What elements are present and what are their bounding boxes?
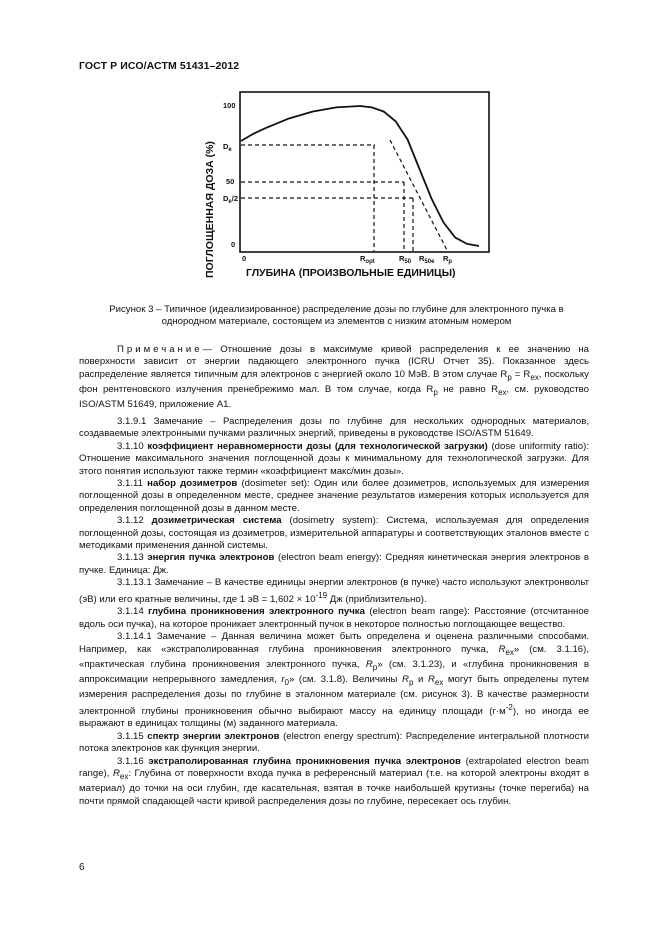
clause-text: : Распределение интегральной плотности потока электронов как функция энергии.: [79, 730, 590, 755]
clause-term: энергия пучка электронов: [147, 552, 275, 564]
clause-term-en: (electron beam energy): [277, 552, 380, 564]
x-axis-label: ГЛУБИНА (ПРОИЗВОЛЬНЫЕ ЕДИНИЦЫ): [246, 267, 456, 279]
y-axis-label: ПОГЛОЩЕННАЯ ДОЗА (%): [204, 141, 216, 278]
symbol: R: [365, 658, 373, 670]
clause-3-1-13: [79, 552, 589, 577]
note-sub: ex: [530, 372, 539, 382]
note-sub: p: [433, 388, 438, 398]
clause-term: дозиметрическая система: [151, 515, 282, 527]
clause-3-1-15: [79, 731, 589, 756]
clause-term-en: (dose uniformity ratio): [491, 440, 587, 452]
page-number: 6: [79, 862, 85, 873]
clause-3-1-16: [79, 756, 589, 809]
figure-caption: [79, 304, 594, 329]
subscript: p: [372, 662, 378, 672]
y-tick-0: 0: [231, 240, 236, 249]
clause-term: глубина проникновения электронного пучка: [148, 606, 365, 618]
body-text: [79, 416, 589, 808]
clause-term: коэффициент неравномерности дозы (для технологической загрузки): [147, 440, 488, 452]
y-tick-de-half: $D_e/2$: [223, 194, 239, 205]
note-text: = R: [511, 368, 531, 380]
clause-number: 3.1.10: [117, 440, 144, 452]
subscript: p: [408, 678, 414, 688]
symbol: r: [281, 674, 285, 686]
clause-3-1-11: [79, 478, 589, 515]
clause-term-en: (extrapolated electron beam range),: [79, 755, 590, 780]
subscript: ex: [119, 771, 129, 781]
clause-3-1-14: [79, 606, 589, 631]
note-text: , поскольку фон рентгеновского излучения пренебрежимо мал. В том случае, когда R: [79, 368, 589, 396]
clause-3-1-12: [79, 515, 589, 552]
clause-text: 3.1.13.1 Замечание – В качестве единицы энергии электронов (в пучке) часто используют электронвольт (эВ) или его кратные величины, где 1 эВ = 1,602 × 10: [79, 577, 589, 605]
tangent-line: [390, 140, 448, 252]
y-tick-100: 100: [223, 101, 236, 110]
symbol: R: [112, 768, 120, 780]
clause-number: 3.1.11: [117, 478, 143, 490]
superscript: -19: [315, 590, 328, 600]
note-text: — Отношение дозы в максимуме кривой распределения к ее значению на поверхности зависит от энергии падающего электронного пучка (ICRU Отчет 35). Показанное здесь распределение является типичным для электронов с энергией около 10 МэВ. В этом случае R: [79, 344, 589, 380]
plot-frame: [240, 92, 489, 252]
clause-term-en: (dosimeter set): [241, 478, 307, 490]
clause-text: : Один или более дозиметров, используемых для измерения поглощенной дозы в определенном месте, среднее значение результатов измерения которых используется для определения поглощенной дозы в данном месте.: [79, 478, 590, 514]
y-tick-50: 50: [226, 177, 235, 186]
clause-number: 3.1.12: [117, 515, 144, 527]
clause-3-1-10: [79, 441, 589, 478]
clause-number: 3.1.16: [117, 755, 144, 767]
symbol: R: [402, 674, 409, 686]
clause-text: : Средняя кинетическая энергия электронов в пучке. Единица: Дж.: [79, 552, 589, 576]
symbol: R: [427, 674, 435, 686]
clause-text: : Система, используемая для определения поглощенной дозы, состоящая из дозиметров, измерительной аппаратуры и соответствующих эталонов вместе с методиками применения данной системы.: [79, 515, 589, 552]
clause-text: и: [413, 674, 428, 686]
reference-lines: [241, 140, 448, 252]
clause-term: набор дозиметров: [147, 478, 238, 490]
x-tick-ropt: $R_{opt}$: [360, 254, 375, 265]
clause-text: » (см. 3.1.16), «практическая глубина проникновения электронного пучка,: [79, 643, 589, 670]
x-tick-0: 0: [242, 254, 247, 263]
note-block: [79, 344, 589, 412]
document-header: ГОСТ Р ИСО/АСТМ 51431–2012: [79, 60, 240, 72]
symbol: R: [498, 643, 506, 655]
x-tick-r50e: $R_{50e}$: [419, 254, 435, 265]
caption-line-2: однородном материале, состоящем из элементов с низким атомным номером: [161, 316, 512, 328]
clause-3-1-14-1: [79, 631, 589, 731]
clause-text: 3.1.14.1 Замечание – Данная величина может быть определена и оценена различными способами. Например, как «экстраполированная глубина проникновения электронного пучка,: [79, 631, 589, 655]
note-sub: ex: [498, 388, 507, 398]
clause-term-en: (electron energy spectrum): [283, 730, 400, 742]
dose-depth-curve: [241, 106, 479, 246]
subscript: ex: [505, 647, 514, 657]
clause-number: 3.1.14: [117, 606, 144, 618]
clause-3-1-9-1: 3.1.9.1 Замечание – Распределения дозы по глубине для нескольких однородных материалов, создаваемые электронными пучками различных энергий, приведены в руководстве ISO/ASTM 51649.: [79, 416, 589, 440]
clause-text: : Отношение максимального значения поглощенной дозы к минимальному для технологической загрузки. Для этого понятия используют также термин «коэффициент макс/мин дозы».: [79, 440, 589, 477]
note-lead: Примечание: [117, 344, 203, 355]
clause-text: могут быть определены путем измерения распределения дозы по глубине в эталонном материале (см. рисунок 3). В качестве размерности электронной глубины проникновения обычно выбирают массу на единицу площади (г·м: [79, 674, 589, 718]
clause-term: спектр энергии электронов: [147, 730, 280, 742]
note-text: , см. руководство ISO/ASTM 51649, приложение А1.: [79, 384, 589, 411]
note-sub: p: [507, 372, 512, 382]
clause-text: : Расстояние (отсчитанное вдоль оси пучка), на которое проникает электронный пучок в некоторое полностью поглощающее вещество.: [79, 606, 590, 630]
clause-term-en: (electron beam range): [369, 606, 468, 618]
y-tick-de: $D_e$: [223, 142, 232, 153]
clause-text: » (см. 3.1.8). Величины: [288, 674, 403, 686]
x-tick-rp: $R_p$: [443, 254, 453, 265]
x-tick-r50: $R_{50}$: [399, 254, 412, 265]
subscript: ex: [434, 678, 444, 688]
clause-text: : Глубина от поверхности входа пучка в референсный материал (т.е. на которой электроны входят в материал) до точки на оси глубин, где касательная, взятая в точке наибольшей крутизны (точке перегиба) на почти прямой спадающей части кривой распределения дозы по глубине, пересекает ось глубин.: [79, 768, 589, 807]
note-text: не равно R: [437, 384, 499, 396]
clause-text: » (см. 3.1.23), и «глубина проникновения в аппроксимации непрерывного замедления,: [79, 658, 589, 686]
clause-number: 3.1.15: [117, 730, 144, 742]
clause-3-1-13-1: [79, 577, 589, 606]
clause-text: Дж (приблизительно).: [327, 593, 427, 605]
clause-text: ), но иногда ее выражают в единицах толщины (м) заданного материала.: [79, 706, 589, 730]
clause-term: экстраполированная глубина проникновения пучка электронов: [148, 755, 461, 767]
depth-dose-figure: [0, 0, 661, 300]
caption-line-1: Рисунок 3 – Типичное (идеализированное) распределение дозы по глубине для электронного пучка в: [109, 304, 564, 315]
superscript: -2: [505, 702, 513, 712]
clause-number: 3.1.13: [117, 552, 144, 564]
subscript: 0: [284, 678, 289, 688]
clause-term-en: (dosimetry system): [289, 515, 376, 527]
